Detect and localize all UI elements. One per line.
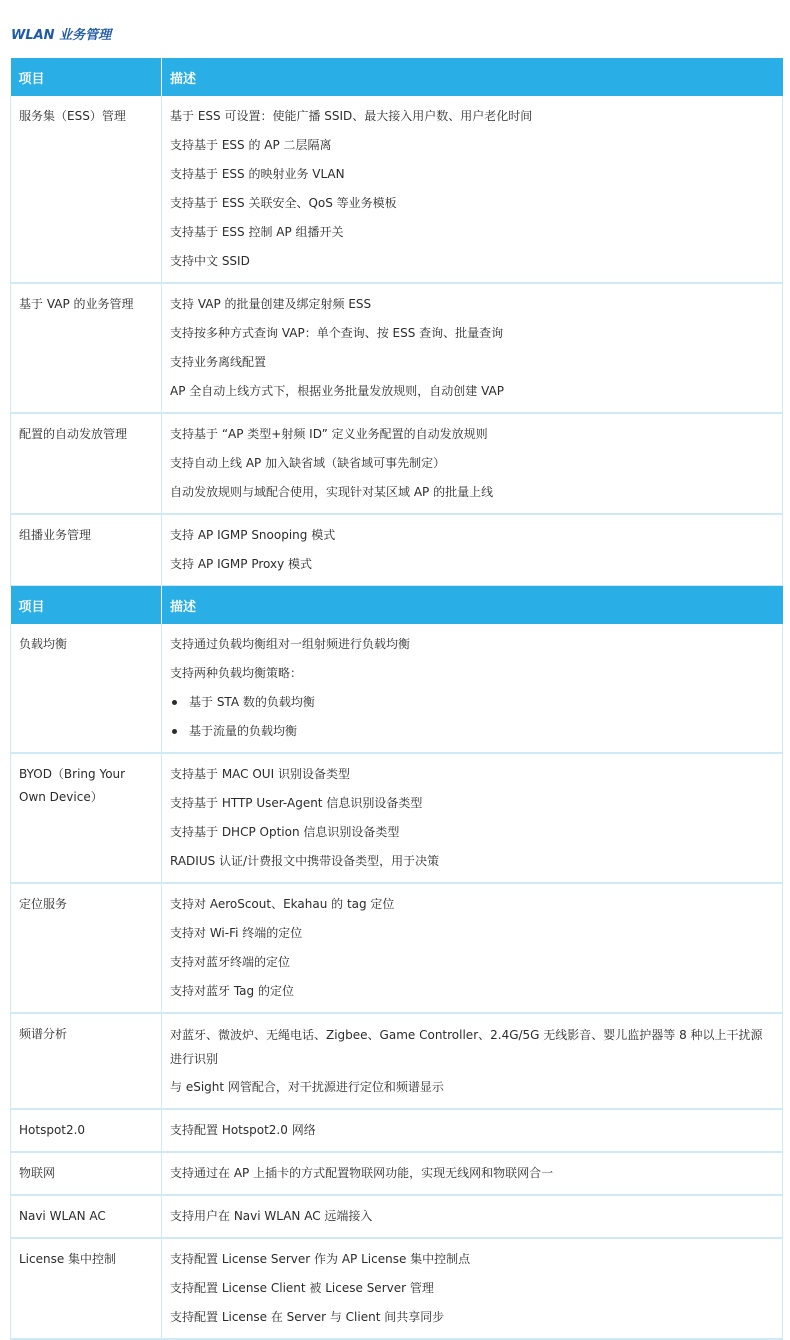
row-description-cell	[162, 514, 783, 586]
row-description-cell	[162, 1152, 783, 1195]
description-line: 支持按多种方式查询 VAP：单个查询、按 ESS 查询、批量查询	[170, 326, 504, 340]
section-title: WLAN 业务管理	[11, 28, 112, 43]
row-description-cell	[162, 283, 783, 413]
description-line: 对蓝牙、微波炉、无绳电话、Zigbee、Game Controller、2.4G/5G 无线影音、婴儿监护器等 8 种以上干扰源进行识别	[170, 1028, 763, 1066]
description-line: 支持业务离线配置	[170, 355, 267, 369]
description-line: 支持对 Wi-Fi 终端的定位	[170, 926, 303, 940]
row-item-cell: License 集中控制	[11, 1238, 162, 1339]
table-row	[11, 624, 783, 753]
description-line: 支持用户在 Navi WLAN AC 远端接入	[170, 1209, 373, 1223]
wlan-service-table	[10, 58, 783, 587]
row-item-cell: 频谱分析	[11, 1013, 162, 1109]
description-line: 支持基于 HTTP User-Agent 信息识别设备类型	[170, 796, 423, 810]
bullet-text: 基于 STA 数的负载均衡	[189, 695, 315, 709]
description-line: 支持配置 Hotspot2.0 网络	[170, 1123, 316, 1137]
table-row	[11, 96, 783, 283]
header-item: 项目	[11, 586, 162, 624]
header-description: 描述	[162, 586, 783, 624]
description-line: RADIUS 认证/计费报文中携带设备类型，用于决策	[170, 854, 440, 868]
row-description-cell	[162, 753, 783, 883]
row-item-cell: 配置的自动发放管理	[11, 413, 162, 514]
description-line: 支持对 AeroScout、Ekahau 的 tag 定位	[170, 897, 395, 911]
row-item-cell: 定位服务	[11, 883, 162, 1013]
description-line: AP 全自动上线方式下，根据业务批量发放规则，自动创建 VAP	[170, 384, 504, 398]
row-item-cell: Navi WLAN AC	[11, 1195, 162, 1238]
row-description-cell	[162, 883, 783, 1013]
description-line: 支持通过负载均衡组对一组射频进行负载均衡	[170, 637, 411, 651]
table-row	[11, 1195, 783, 1238]
row-description-cell	[162, 413, 783, 514]
bullet-dot-icon	[172, 729, 177, 734]
table-row	[11, 283, 783, 413]
table-row	[11, 1109, 783, 1152]
description-line: 支持基于 MAC OUI 识别设备类型	[170, 767, 350, 781]
description-line: 支持基于 DHCP Option 信息识别设备类型	[170, 825, 400, 839]
row-description-cell	[162, 624, 783, 753]
table-header-row	[11, 586, 783, 624]
description-line: 支持自动上线 AP 加入缺省域（缺省域可事先制定）	[170, 456, 446, 470]
description-line: 支持 AP IGMP Snooping 模式	[170, 528, 336, 542]
row-item-cell: 组播业务管理	[11, 514, 162, 586]
row-description-cell	[162, 1238, 783, 1339]
description-line: 基于 ESS 可设置：使能广播 SSID、最大接入用户数、用户老化时间	[170, 109, 533, 123]
description-line: 支持两种负载均衡策略：	[170, 666, 303, 680]
description-line: 自动发放规则与域配合使用，实现针对某区域 AP 的批量上线	[170, 485, 494, 499]
header-item: 项目	[11, 58, 162, 96]
description-line: 支持通过在 AP 上插卡的方式配置物联网功能，实现无线网和物联网合一	[170, 1166, 554, 1180]
table-row	[11, 413, 783, 514]
row-item-cell: 物联网	[11, 1152, 162, 1195]
bullet-item	[170, 688, 774, 717]
description-line: 支持 VAP 的批量创建及绑定射频 ESS	[170, 297, 372, 311]
bullet-item	[170, 717, 774, 746]
header-description: 描述	[162, 58, 783, 96]
description-line: 支持基于 ESS 的 AP 二层隔离	[170, 138, 332, 152]
row-item-cell: 负载均衡	[11, 624, 162, 753]
description-line: 支持中文 SSID	[170, 254, 250, 268]
description-line: 支持基于 ESS 关联安全、QoS 等业务模板	[170, 196, 397, 210]
row-description-cell	[162, 96, 783, 283]
table-row	[11, 1152, 783, 1195]
row-description-cell	[162, 1013, 783, 1109]
bullet-text: 基于流量的负载均衡	[189, 724, 298, 738]
table-row	[11, 1238, 783, 1339]
row-item-cell: 基于 VAP 的业务管理	[11, 283, 162, 413]
description-line: 与 eSight 网管配合，对干扰源进行定位和频谱显示	[170, 1080, 444, 1094]
description-line: 支持对蓝牙 Tag 的定位	[170, 984, 294, 998]
table-row	[11, 753, 783, 883]
bullet-dot-icon	[172, 700, 177, 705]
advanced-feature-table	[10, 586, 783, 1340]
description-line: 支持配置 License 在 Server 与 Client 间共享同步	[170, 1310, 445, 1324]
description-line: 支持配置 License Server 作为 AP License 集中控制点	[170, 1252, 471, 1266]
description-line: 支持基于 ESS 的映射业务 VLAN	[170, 167, 345, 181]
description-line: 支持配置 License Client 被 Licese Server 管理	[170, 1281, 434, 1295]
row-description-cell	[162, 1109, 783, 1152]
row-item-cell: 服务集（ESS）管理	[11, 96, 162, 283]
description-line: 支持基于 “AP 类型+射频 ID” 定义业务配置的自动发放规则	[170, 427, 488, 441]
row-description-cell	[162, 1195, 783, 1238]
table-row	[11, 883, 783, 1013]
description-line: 支持对蓝牙终端的定位	[170, 955, 291, 969]
description-line: 支持 AP IGMP Proxy 模式	[170, 557, 313, 571]
table-header-row	[11, 58, 783, 96]
table-row	[11, 514, 783, 586]
row-item-cell: BYOD（Bring Your Own Device）	[11, 753, 162, 883]
description-line: 支持基于 ESS 控制 AP 组播开关	[170, 225, 344, 239]
row-item-cell: Hotspot2.0	[11, 1109, 162, 1152]
table-row	[11, 1013, 783, 1109]
